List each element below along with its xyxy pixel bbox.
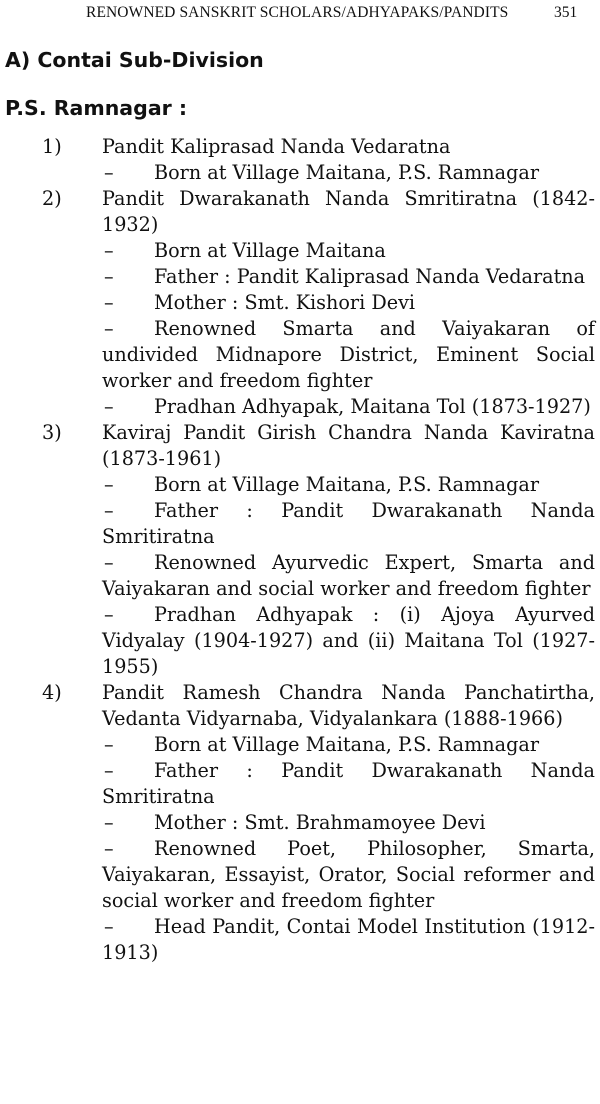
dash-bullet: – (104, 915, 114, 938)
fact-text: Pradhan Adhyapak : (i) Ajoya Ayurved Vidyalay (1904-1927) and (ii) Maitana Tol (1927-1955) (102, 603, 595, 678)
biographical-fact (0, 290, 595, 316)
scholar-entry (0, 680, 595, 966)
police-station-heading: P.S. Ramnagar : (5, 96, 188, 120)
biographical-fact (0, 264, 595, 290)
dash-bullet: – (104, 265, 114, 288)
fact-text: Head Pandit, Contai Model Institution (1912-1913) (102, 915, 595, 964)
biographical-fact (0, 394, 595, 420)
fact-text: Renowned Poet, Philosopher, Smarta, Vaiyakaran, Essayist, Orator, Social reformer and social worker and freedom fighter (102, 837, 595, 912)
dash-bullet: – (104, 239, 114, 262)
biographical-fact (0, 238, 595, 264)
dash-bullet: – (104, 837, 114, 860)
dash-bullet: – (104, 317, 114, 340)
scholar-entry (0, 134, 595, 186)
scholar-name: Pandit Ramesh Chandra Nanda Panchatirtha, Vedanta Vidyarnaba, Vidyalankara (1888-1966) (102, 681, 595, 730)
page-number: 351 (554, 4, 578, 21)
fact-text: Renowned Smarta and Vaiyakaran of undivided Midnapore District, Eminent Social worker and freedom fighter (102, 317, 595, 392)
biographical-fact (0, 316, 595, 394)
fact-text: Father : Pandit Dwarakanath Nanda Smritiratna (102, 759, 595, 808)
fact-text: Born at Village Maitana (154, 239, 386, 262)
biographical-fact (0, 472, 595, 498)
biographical-fact (0, 498, 595, 550)
dash-bullet: – (104, 473, 114, 496)
scholar-list (0, 134, 600, 966)
biographical-fact (0, 836, 595, 914)
entry-number: 4) (42, 681, 62, 704)
dash-bullet: – (104, 291, 114, 314)
biographical-fact (0, 160, 595, 186)
biographical-fact (0, 758, 595, 810)
entry-number: 1) (42, 135, 62, 158)
running-head: RENOWNED SANSKRIT SCHOLARS/ADHYAPAKS/PANDITS (86, 4, 509, 21)
fact-text: Mother : Smt. Kishori Devi (154, 291, 416, 314)
biographical-fact (0, 732, 595, 758)
fact-text: Renowned Ayurvedic Expert, Smarta and Vaiyakaran and social worker and freedom fighter (102, 551, 595, 600)
biographical-fact (0, 914, 595, 966)
scholar-name: Kaviraj Pandit Girish Chandra Nanda Kaviratna (1873-1961) (102, 421, 595, 470)
biographical-fact (0, 550, 595, 602)
dash-bullet: – (104, 161, 114, 184)
fact-text: Mother : Smt. Brahmamoyee Devi (154, 811, 486, 834)
fact-text: Born at Village Maitana, P.S. Ramnagar (154, 161, 539, 184)
section-title: A) Contai Sub-Division (5, 48, 264, 72)
dash-bullet: – (104, 733, 114, 756)
biographical-fact (0, 810, 595, 836)
scholar-entry (0, 420, 595, 680)
scholar-name: Pandit Kaliprasad Nanda Vedaratna (102, 135, 451, 158)
dash-bullet: – (104, 551, 114, 574)
entry-number: 3) (42, 421, 62, 444)
dash-bullet: – (104, 759, 114, 782)
dash-bullet: – (104, 603, 114, 626)
fact-text: Father : Pandit Kaliprasad Nanda Vedaratna (154, 265, 586, 288)
scholar-name: Pandit Dwarakanath Nanda Smritiratna (1842-1932) (102, 187, 595, 236)
dash-bullet: – (104, 811, 114, 834)
entry-number: 2) (42, 187, 62, 210)
biographical-fact (0, 602, 595, 680)
dash-bullet: – (104, 395, 114, 418)
fact-text: Born at Village Maitana, P.S. Ramnagar (154, 733, 539, 756)
scholar-entry (0, 186, 595, 420)
dash-bullet: – (104, 499, 114, 522)
fact-text: Pradhan Adhyapak, Maitana Tol (1873-1927) (154, 395, 591, 418)
fact-text: Father : Pandit Dwarakanath Nanda Smritiratna (102, 499, 595, 548)
fact-text: Born at Village Maitana, P.S. Ramnagar (154, 473, 539, 496)
